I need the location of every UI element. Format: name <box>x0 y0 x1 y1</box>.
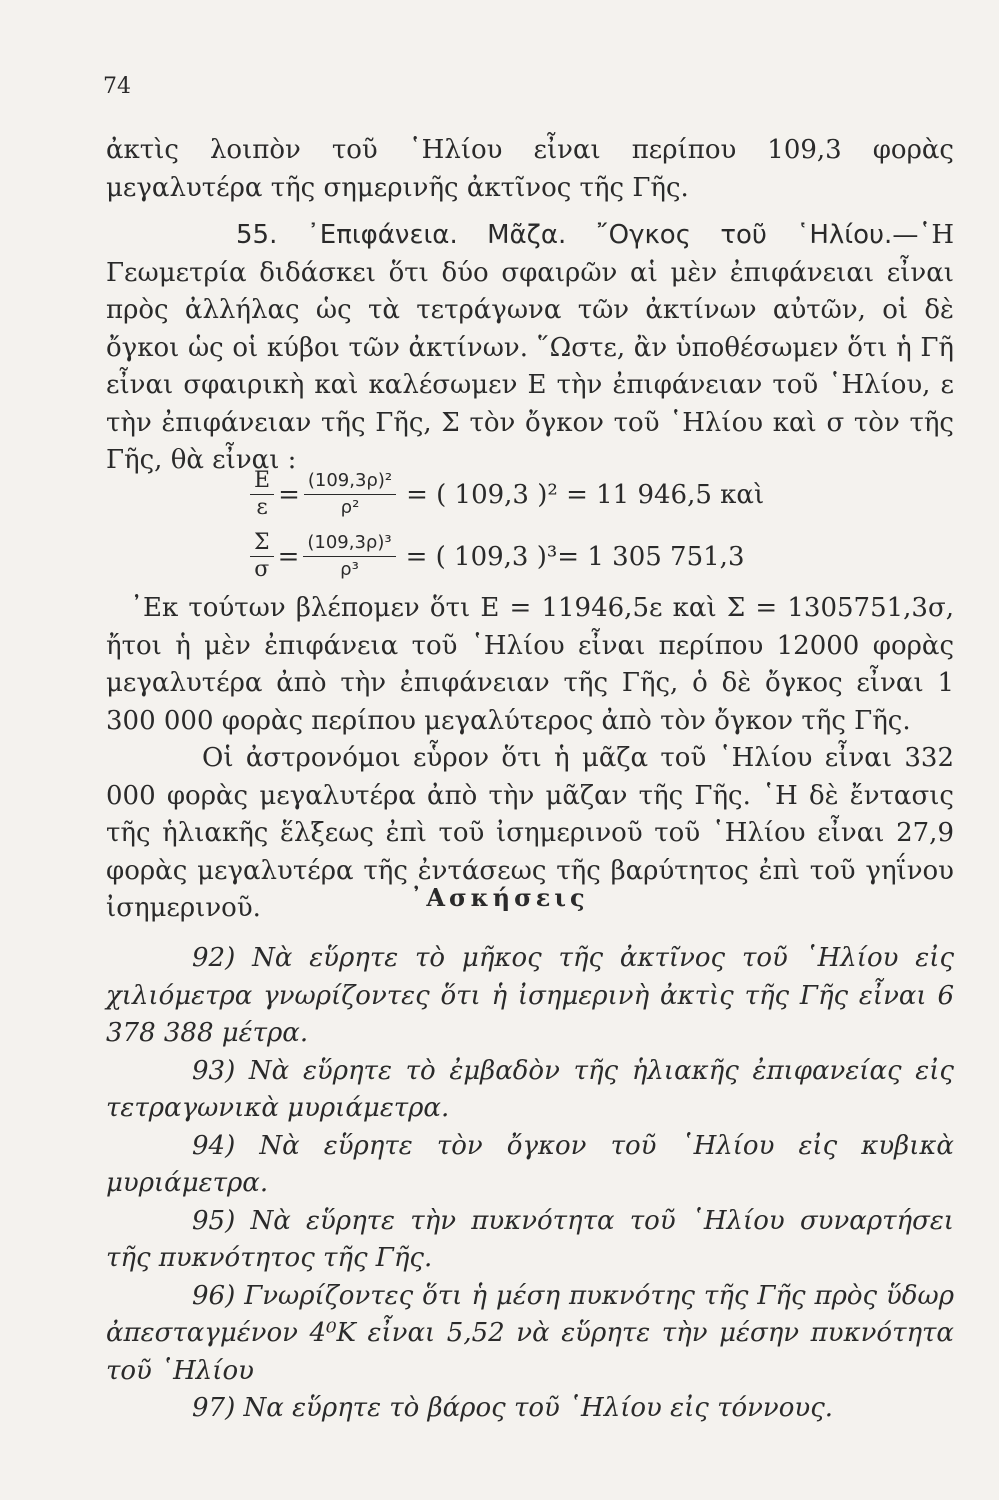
section-number: 55. <box>236 220 278 250</box>
text-block-middle <box>106 590 954 928</box>
exercises-list <box>106 940 954 1428</box>
fraction-radius-cubed <box>303 530 395 583</box>
equation-volume: $\frac{\Sigma}{\sigma}$ = $\frac{\text{(109,3ρ)³}}{\text{ρ³}}$ = ( 109,3 )³= 1 305 751,3 <box>246 530 744 583</box>
fraction-numerator: Ε <box>250 468 274 495</box>
fraction-numerator: Σ <box>250 530 274 557</box>
fraction-denominator: ρ² <box>340 497 360 518</box>
exercise-item: 93) Νὰ εὕρητε τὸ ἐμβαδὸν τῆς ἡλιακῆς ἐπιφανείας εἰς τετραγωνικὰ μυριάμετρα. <box>106 1055 954 1123</box>
exercises-title: ᾽Ασκήσεις <box>410 883 589 912</box>
page-number: 74 <box>103 74 131 99</box>
paragraph-conclusion: ᾽Εκ τούτων βλέπομεν ὅτι Ε = 11946,5ε καὶ Σ = 1305751,3σ, ἤτοι ἡ μὲν ἐπιφάνεια τοῦ ῾Ηλίου εἶναι περίπου 12000 φορὰς μεγαλυτέρα ἀπὸ τὴν ἐπιφάνειαν τῆς Γῆς, ὁ δὲ ὄγκος εἶναι 1 300 000 φορὰς περίπου μεγαλύτερος ἀπὸ τὸν ὄγκον τῆς Γῆς. <box>106 593 954 736</box>
fraction-numerator: (109,3ρ)³ <box>303 530 395 557</box>
fraction-S-over-s <box>250 530 274 583</box>
exercise-item: 95) Νὰ εὕρητε τὴν πυκνότητα τοῦ ῾Ηλίου συναρτήσει τῆς πυκνότητος τῆς Γῆς. <box>106 1205 954 1273</box>
section-heading: ᾽Επιφάνεια. Μᾶζα. ῎Ογκος τοῦ ῾Ηλίου. <box>306 220 893 250</box>
section-body: —῾Η Γεωμετρία διδάσκει ὅτι δύο σφαιρῶν αἱ μὲν ἐπιφάνειαι εἶναι πρὸς ἀλλήλας ὡς τὰ τετράγωνα τῶν ἀκτίνων αὐτῶν, οἱ δὲ ὄγκοι ὡς οἱ κύβοι τῶν ἀκτίνων. ῞Ωστε, ἂν ὑποθέσωμεν ὅτι ἡ Γῆ εἶναι σφαιρικὴ καὶ καλέσωμεν Ε τὴν ἐπιφάνειαν τοῦ ῾Ηλίου, ε τὴν ἐπιφάνειαν τῆς Γῆς, Σ τὸν ὄγκον τοῦ ῾Ηλίου καὶ σ τὸν τῆς Γῆς, θὰ εἶναι : <box>106 220 954 475</box>
intro-paragraph: ἀκτὶς λοιπὸν τοῦ ῾Ηλίου εἶναι περίπου 109,3 φορὰς μεγαλυτέρα τῆς σημερινῆς ἀκτῖνος τῆς Γῆς. <box>106 135 954 203</box>
fraction-denominator: ε <box>256 495 268 520</box>
fraction-denominator: σ <box>254 557 270 582</box>
equation-result: = ( 109,3 )² = 11 946,5 καὶ <box>406 479 765 510</box>
paragraph-astronomers: Οἱ ἀστρονόμοι εὗρον ὅτι ἡ μᾶζα τοῦ ῾Ηλίου εἶναι 332 000 φορὰς μεγαλυτέρα ἀπὸ τὴν μᾶζαν τῆς Γῆς. ῾Η δὲ ἔντασις τῆς ἡλιακῆς ἕλξεως ἐπὶ τοῦ ἰσημερινοῦ τοῦ ῾Ηλίου εἶναι 27,9 φορὰς μεγαλυτέρα τῆς ἐντάσεως τῆς βαρύτητος ἐπὶ τοῦ γηΐνου ἰσημερινοῦ. <box>106 743 954 923</box>
fraction-numerator: (109,3ρ)² <box>304 468 396 495</box>
equation-surface: $\frac{E}{\varepsilon}$ = $\frac{\text{(109,3ρ)²}}{\text{ρ²}}$ = ( 109,3 )² = 11 946,5 καὶ <box>246 468 764 521</box>
exercise-item: 97) Να εὕρητε τὸ βάρος τοῦ ῾Ηλίου εἰς τόννους. <box>192 1393 834 1423</box>
fraction-radius-squared <box>304 468 396 521</box>
section-55-paragraph <box>106 217 954 480</box>
text-block-top <box>106 132 954 480</box>
fraction-E-over-e <box>250 468 274 521</box>
equation-result: = ( 109,3 )³= 1 305 751,3 <box>405 541 745 572</box>
exercise-item: 96) Γνωρίζοντες ὅτι ἡ μέση πυκνότης τῆς Γῆς πρὸς ὕδωρ ἀπεσταγμένον 4⁰Κ εἶναι 5,52 νὰ εὕρητε τὴν μέσην πυκνότητα τοῦ ῾Ηλίου <box>106 1280 954 1386</box>
fraction-denominator: ρ³ <box>340 559 359 580</box>
exercise-item: 92) Νὰ εὕρητε τὸ μῆκος τῆς ἀκτῖνος τοῦ ῾Ηλίου εἰς χιλιόμετρα γνωρίζοντες ὅτι ἡ ἰσημερινὴ ἀκτὶς τῆς Γῆς εἶναι 6 378 388 μέτρα. <box>106 943 954 1048</box>
exercise-item: 94) Νὰ εὕρητε τὸν ὄγκον τοῦ ῾Ηλίου εἰς κυβικὰ μυριάμετρα. <box>106 1130 954 1198</box>
